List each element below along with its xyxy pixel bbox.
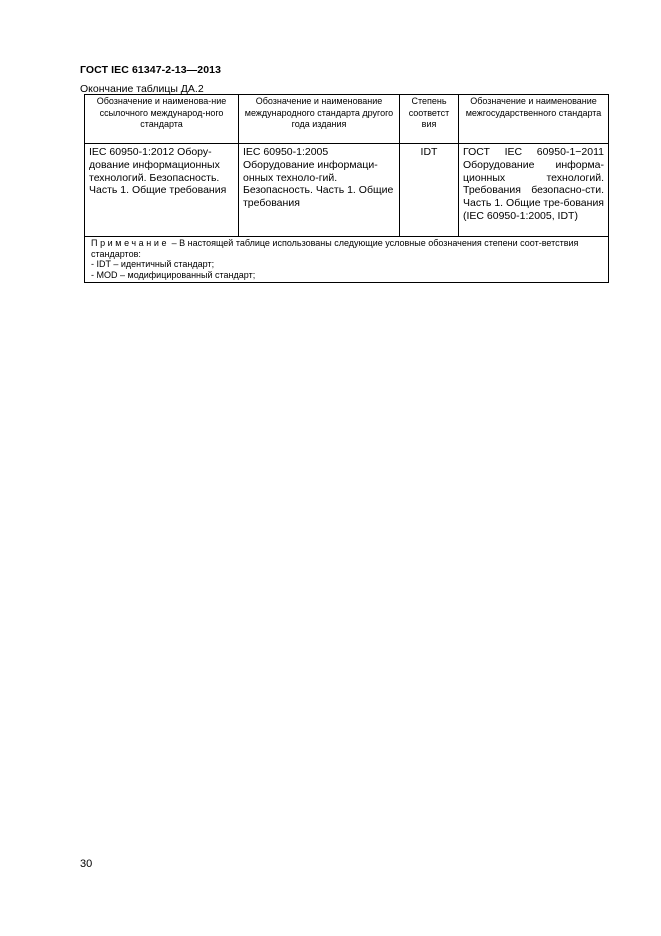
standards-table xyxy=(84,94,609,283)
column-header-other-year-standard: Обозначение и наименование международного стандарта другого года издания xyxy=(239,95,400,144)
note-label: Примечание xyxy=(91,238,170,248)
column-header-interstate-standard: Обозначение и наименование межгосударственного стандарта xyxy=(459,95,609,144)
table-header-row xyxy=(85,95,609,144)
note-item-mod: - MOD – модифицированный стандарт; xyxy=(91,269,256,280)
cell-ref-standard: IEC 60950-1:2012 Обору-дование информационных технологий. Безопасность. Часть 1. Общие требования xyxy=(85,144,239,237)
table-caption: Окончание таблицы ДА.2 xyxy=(80,83,204,95)
table-note xyxy=(85,237,609,283)
page-number: 30 xyxy=(80,858,93,870)
table-note-row xyxy=(85,237,609,283)
note-paragraph xyxy=(91,238,602,259)
cell-other-year-standard: IEC 60950-1:2005 Оборудование информаци-онных техноло-гий. Безопасность. Часть 1. Общие требования xyxy=(239,144,400,237)
table-row xyxy=(85,144,609,237)
note-item-idt: - IDT – идентичный стандарт; xyxy=(91,259,215,270)
column-header-conformity: Степень соответст вия xyxy=(400,95,459,144)
document-header-title: ГОСТ IEC 61347-2-13—2013 xyxy=(80,64,222,76)
cell-conformity: IDT xyxy=(400,144,459,237)
cell-interstate-standard: ГОСТ IEC 60950-1−2011 Оборудование информа-ционных технологий. Требования безопасно-сти. Часть 1. Общие тре-бования (IEC 60950-1:2005, IDT) xyxy=(459,144,609,237)
note-text: – В настоящей таблице использованы следующие условные обозначения степени соот-ветствия стандартов: xyxy=(91,238,579,259)
column-header-ref-standard: Обозначение и наименова-ние ссылочного международ-ного стандарта xyxy=(85,95,239,144)
